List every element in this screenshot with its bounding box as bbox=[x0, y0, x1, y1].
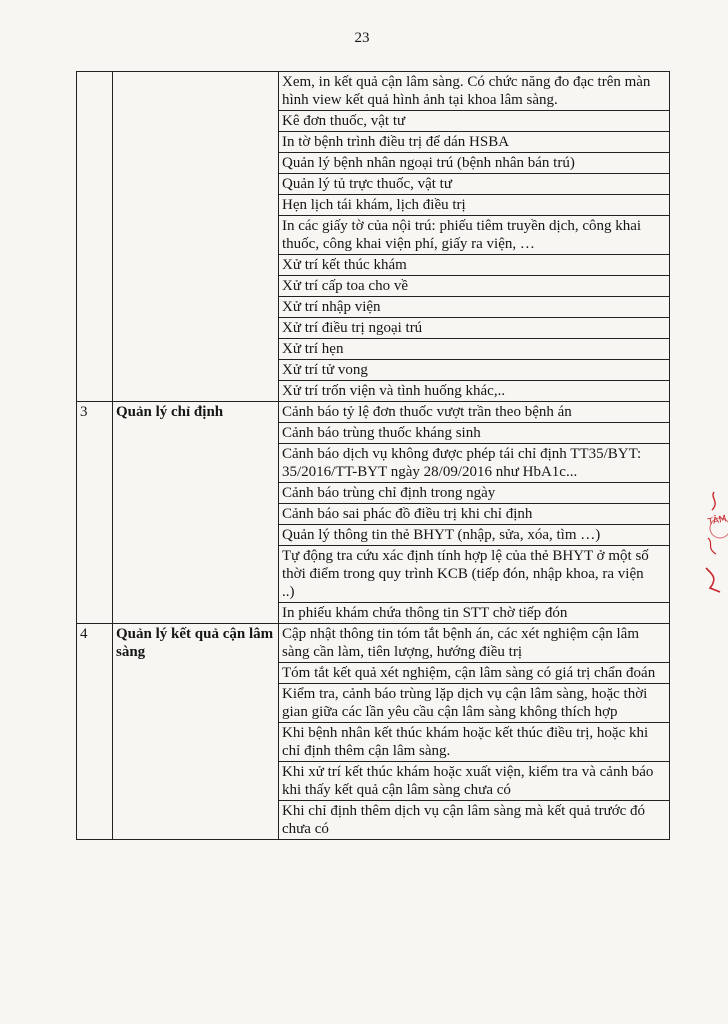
feature-cell: Cảnh báo dịch vụ không được phép tái chỉ định TT35/BYT: 35/2016/TT-BYT ngày 28/09/2016 như HbA1c... bbox=[279, 444, 670, 483]
group-number-cell bbox=[77, 402, 113, 624]
feature-cell: Xử trí tử vong bbox=[279, 360, 670, 381]
group-number-cell bbox=[77, 624, 113, 840]
table-row bbox=[77, 402, 670, 423]
feature-cell: Quản lý bệnh nhân ngoại trú (bệnh nhân bán trú) bbox=[279, 153, 670, 174]
feature-cell: Cập nhật thông tin tóm tắt bệnh án, các xét nghiệm cận lâm sàng cần làm, tiên lượng, hướng điều trị bbox=[279, 624, 670, 663]
feature-cell: Hẹn lịch tái khám, lịch điều trị bbox=[279, 195, 670, 216]
table-row bbox=[77, 624, 670, 663]
group-title-cell bbox=[113, 624, 279, 840]
feature-cell: Cảnh báo trùng chỉ định trong ngày bbox=[279, 483, 670, 504]
feature-cell: Khi bệnh nhân kết thúc khám hoặc kết thúc điều trị, hoặc khi chỉ định thêm cận lâm sàng. bbox=[279, 723, 670, 762]
feature-cell: Xử trí trốn viện và tình huống khác,.. bbox=[279, 381, 670, 402]
feature-cell: Khi xử trí kết thúc khám hoặc xuất viện, kiểm tra và cảnh báo khi thấy kết quả cận lâm sàng chưa có bbox=[279, 762, 670, 801]
feature-cell: Xử trí điều trị ngoại trú bbox=[279, 318, 670, 339]
feature-cell: Xử trí kết thúc khám bbox=[279, 255, 670, 276]
feature-cell: In phiếu khám chứa thông tin STT chờ tiếp đón bbox=[279, 603, 670, 624]
feature-cell: Xem, in kết quả cận lâm sàng. Có chức năng đo đạc trên màn hình view kết quả hình ảnh tại khoa lâm sàng. bbox=[279, 72, 670, 111]
red-stamp-mark bbox=[700, 488, 728, 598]
stamp-text: TÂM bbox=[707, 514, 728, 528]
feature-cell: Xử trí cấp toa cho về bbox=[279, 276, 670, 297]
feature-cell: Kiểm tra, cảnh báo trùng lặp dịch vụ cận lâm sàng, hoặc thời gian giữa các lần yêu cầu cận lâm sàng không thích hợp bbox=[279, 684, 670, 723]
feature-cell: Xử trí nhập viện bbox=[279, 297, 670, 318]
group-number: 3 bbox=[80, 404, 88, 420]
feature-cell: Cảnh báo tỷ lệ đơn thuốc vượt trần theo bệnh án bbox=[279, 402, 670, 423]
feature-cell: Tự động tra cứu xác định tính hợp lệ của thẻ BHYT ở một số thời điểm trong quy trình KCB (tiếp đón, nhập khoa, ra viện ..) bbox=[279, 546, 670, 603]
page-number: 23 bbox=[354, 30, 370, 46]
group-title-cell bbox=[113, 72, 279, 402]
group-number: 4 bbox=[80, 626, 88, 642]
feature-cell: Quản lý tủ trực thuốc, vật tư bbox=[279, 174, 670, 195]
stamp-icon bbox=[700, 488, 724, 598]
feature-cell: Xử trí hẹn bbox=[279, 339, 670, 360]
feature-cell: Tóm tắt kết quả xét nghiệm, cận lâm sàng có giá trị chẩn đoán bbox=[279, 663, 670, 684]
feature-cell: In các giấy tờ của nội trú: phiếu tiêm truyền dịch, công khai thuốc, công khai viện phí, giấy ra viện, … bbox=[279, 216, 670, 255]
feature-cell: Cảnh báo trùng thuốc kháng sinh bbox=[279, 423, 670, 444]
feature-table-body bbox=[77, 72, 670, 840]
group-title: Quản lý kết quả cận lâm sàng bbox=[116, 626, 274, 660]
feature-cell: In tờ bệnh trình điều trị để dán HSBA bbox=[279, 132, 670, 153]
feature-cell: Cảnh báo sai phác đồ điều trị khi chỉ định bbox=[279, 504, 670, 525]
group-number-cell bbox=[77, 72, 113, 402]
feature-cell: Khi chỉ định thêm dịch vụ cận lâm sàng mà kết quả trước đó chưa có bbox=[279, 801, 670, 840]
group-title-cell bbox=[113, 402, 279, 624]
table-row bbox=[77, 72, 670, 111]
group-title: Quản lý chỉ định bbox=[116, 404, 224, 420]
feature-table bbox=[76, 71, 670, 840]
feature-cell: Kê đơn thuốc, vật tư bbox=[279, 111, 670, 132]
feature-cell: Quản lý thông tin thẻ BHYT (nhập, sửa, xóa, tìm …) bbox=[279, 525, 670, 546]
